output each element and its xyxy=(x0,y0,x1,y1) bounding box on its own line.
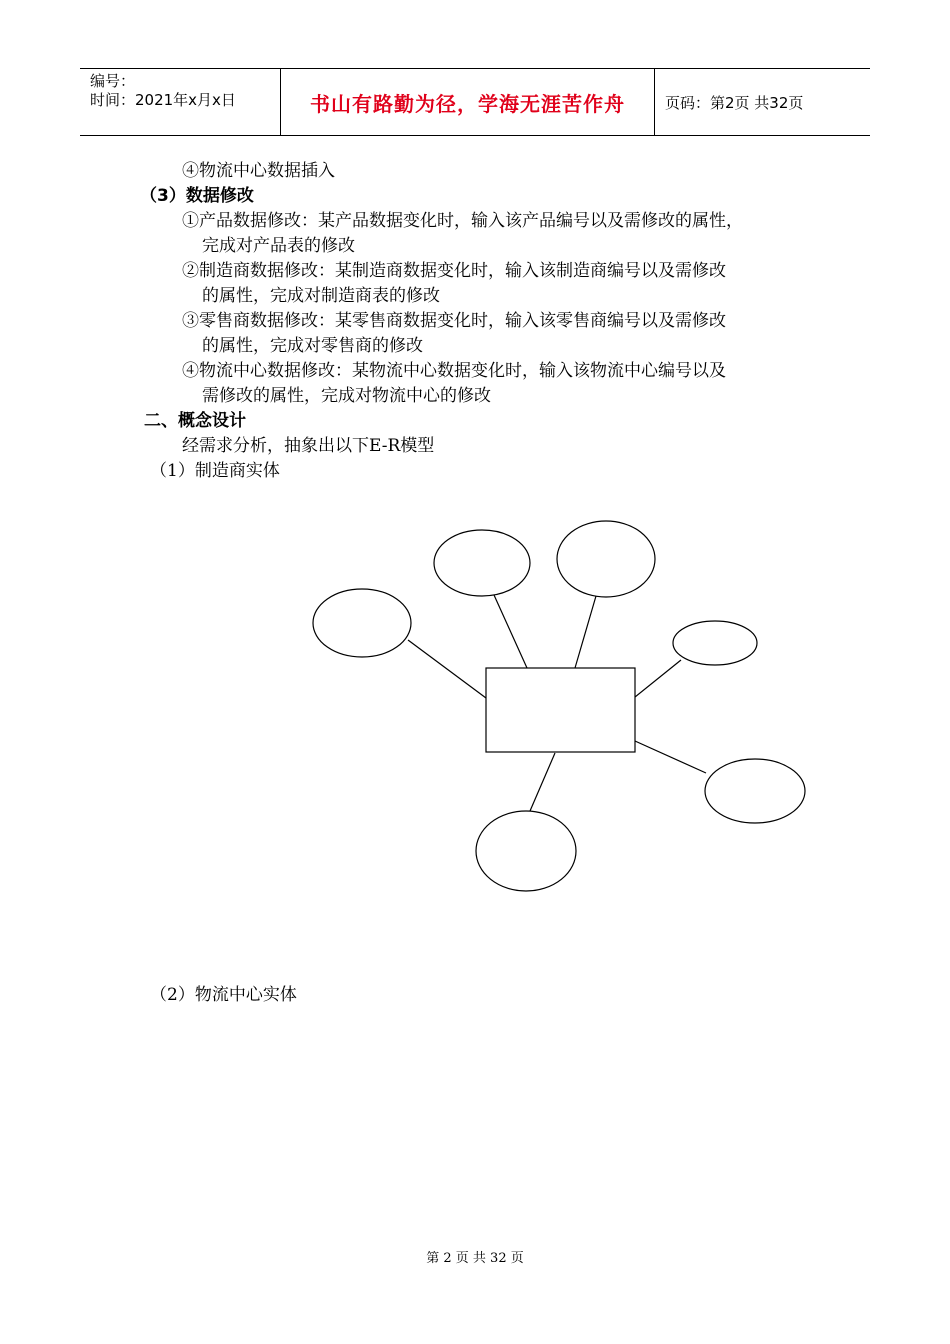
attribute-ellipse xyxy=(476,811,576,891)
er-connector xyxy=(575,596,596,668)
paragraph-er-intro: 经需求分析，抽象出以下E-R模型 xyxy=(182,436,435,456)
document-number-label: 编号： xyxy=(90,72,136,90)
item-logistics-modify: ④物流中心数据修改：某物流中心数据变化时，输入该物流中心编号以及 xyxy=(182,361,726,381)
attribute-ellipse xyxy=(705,759,805,823)
er-connector xyxy=(530,753,555,811)
header-motto: 书山有路勤为径，学海无涯苦作舟 xyxy=(281,69,655,135)
item-retailer-modify-cont: 的属性，完成对零售商的修改 xyxy=(202,336,423,356)
er-connector xyxy=(494,595,527,668)
item-manufacturer-modify-cont: 的属性，完成对制造商表的修改 xyxy=(202,286,440,306)
header-page-info: 页码：第2页 共32页 xyxy=(665,93,804,112)
section-heading-data-modify: （3）数据修改 xyxy=(140,186,254,206)
item-logistics-modify-cont: 需修改的属性，完成对物流中心的修改 xyxy=(202,386,491,406)
document-time-label: 时间：2021年x月x日 xyxy=(90,91,236,109)
attribute-ellipse xyxy=(313,589,411,657)
attribute-ellipse xyxy=(673,621,757,665)
header-meta xyxy=(80,69,281,135)
entity-rectangle xyxy=(486,668,635,752)
page-footer: 第 2 页 共 32 页 xyxy=(426,1251,524,1266)
item-logistics-insert: ④物流中心数据插入 xyxy=(182,161,335,181)
item-manufacturer-modify: ②制造商数据修改：某制造商数据变化时，输入该制造商编号以及需修改 xyxy=(182,261,726,281)
er-connector xyxy=(635,741,706,773)
attribute-ellipse xyxy=(434,530,530,596)
item-product-modify: ①产品数据修改：某产品数据变化时，输入该产品编号以及需修改的属性， xyxy=(182,211,743,231)
er-connector xyxy=(408,640,486,698)
er-connector xyxy=(635,660,681,697)
page-header xyxy=(80,68,870,136)
item-product-modify-cont: 完成对产品表的修改 xyxy=(202,236,355,256)
section-heading-concept-design: 二、概念设计 xyxy=(144,411,246,431)
er-diagram-manufacturer xyxy=(300,515,820,905)
attribute-ellipse xyxy=(557,521,655,597)
subheading-logistics-entity: （2）物流中心实体 xyxy=(150,985,297,1005)
subheading-manufacturer-entity: （1）制造商实体 xyxy=(150,461,280,481)
item-retailer-modify: ③零售商数据修改：某零售商数据变化时，输入该零售商编号以及需修改 xyxy=(182,311,726,331)
